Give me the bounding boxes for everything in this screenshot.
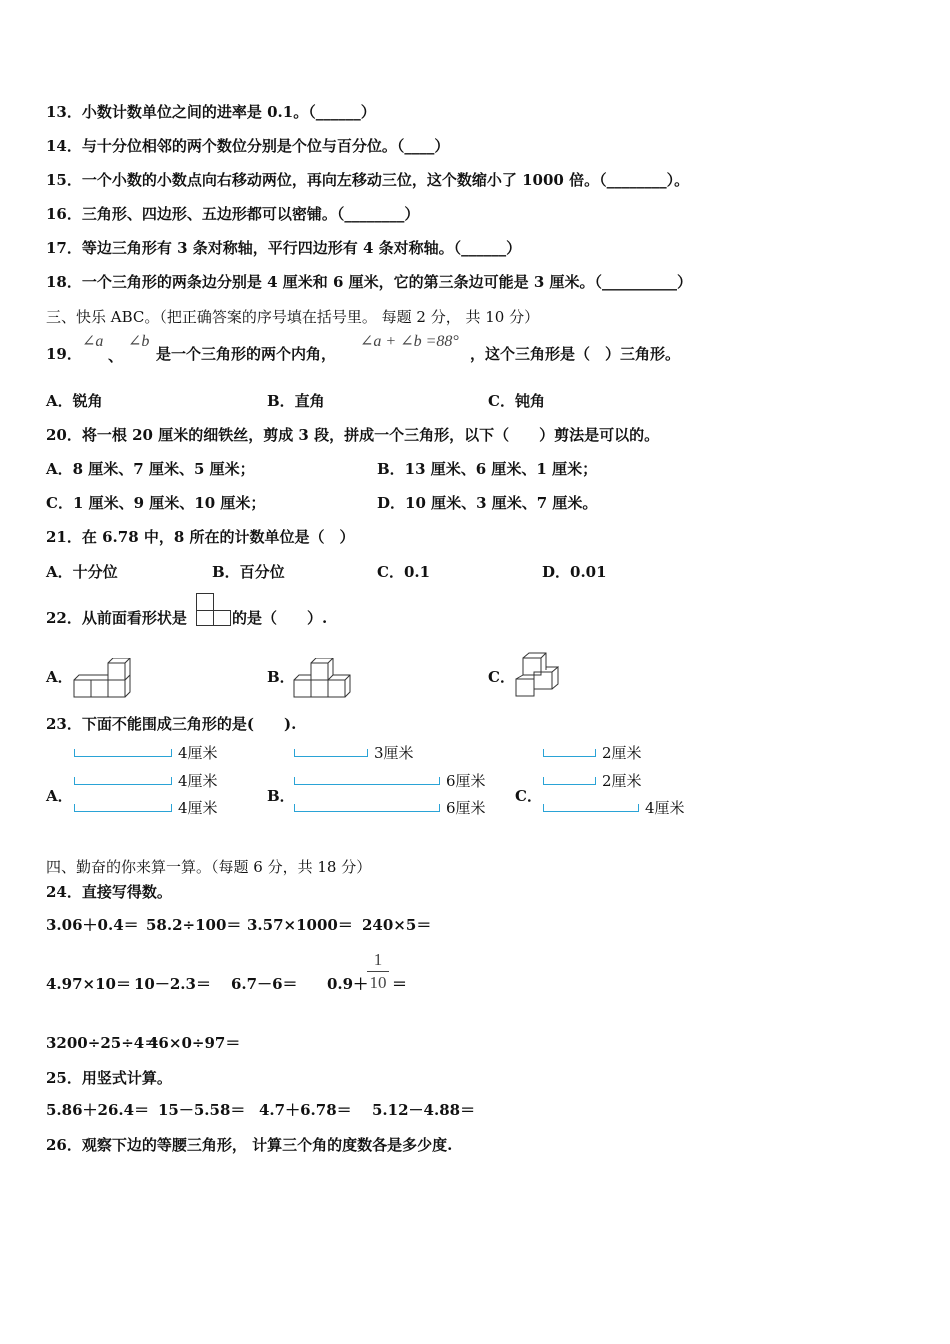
section-4-heading: 四、勤奋的你来算一算。（每题 6 分，共 18 分） xyxy=(46,858,372,876)
calc-7: 6.7－6＝ xyxy=(231,975,298,993)
question-23: 23．下面不能围成三角形的是( ). xyxy=(46,715,297,733)
segment-a2 xyxy=(74,777,172,785)
question-13: 13．小数计数单位之间的进率是 0.1。（______） xyxy=(46,103,376,121)
q19-option-b: B．直角 xyxy=(267,392,325,410)
q20-option-a: A．8 厘米、7 厘米、5 厘米； xyxy=(46,460,255,478)
q21-option-b: B．百分位 xyxy=(212,563,285,581)
question-15: 15．一个小数的小数点向右移动两位，再向左移动三位，这个数缩小了 1000 倍。（________）。 xyxy=(46,171,690,189)
fraction-one-tenth xyxy=(364,950,392,993)
segment-b1-label: 3厘米 xyxy=(374,744,414,762)
calc-5: 4.97×10＝ xyxy=(46,975,131,993)
segment-b3-label: 6厘米 xyxy=(446,799,486,817)
angle-sum-expression: ∠a + ∠b =88° xyxy=(360,333,459,350)
segment-c3 xyxy=(543,804,639,812)
question-17: 17．等边三角形有 3 条对称轴，平行四边形有 4 条对称轴。（______） xyxy=(46,239,522,257)
question-18: 18．一个三角形的两条边分别是 4 厘米和 6 厘米，它的第三条边可能是 3 厘米。（__________） xyxy=(46,273,693,291)
q21-option-d: D．0.01 xyxy=(542,563,607,581)
calc-9: 3200÷25÷4＝ xyxy=(46,1034,160,1052)
question-25: 25．用竖式计算。 xyxy=(46,1069,172,1087)
segment-b2 xyxy=(294,777,440,785)
q23-option-a: A． xyxy=(46,787,73,805)
q22-option-a: A． xyxy=(46,668,73,686)
segment-a3 xyxy=(74,804,172,812)
q22-option-c: C． xyxy=(488,668,515,686)
angle-b-symbol: ∠b xyxy=(128,333,150,350)
q19-option-a: A．锐角 xyxy=(46,392,103,410)
segment-b3 xyxy=(294,804,440,812)
question-24: 24．直接写得数。 xyxy=(46,883,172,901)
segment-a3-label: 4厘米 xyxy=(178,799,218,817)
question-21: 21．在 6.78 中，8 所在的计数单位是（ ） xyxy=(46,528,355,546)
calc-10: 46×0÷97＝ xyxy=(148,1034,241,1052)
vertical-calc-2: 15－5.58＝ xyxy=(158,1101,246,1119)
segment-c2 xyxy=(543,777,596,785)
fraction-numerator: 1 xyxy=(373,950,383,969)
q21-option-c: C．0.1 xyxy=(377,563,431,581)
segment-b2-label: 6厘米 xyxy=(446,772,486,790)
q21-option-a: A．十分位 xyxy=(46,563,118,581)
cube-stack-c-icon xyxy=(514,652,566,698)
question-22-suffix: 的是（ ）. xyxy=(232,609,328,627)
question-16: 16．三角形、四边形、五边形都可以密铺。（________） xyxy=(46,205,420,223)
calc-8-equals: ＝ xyxy=(392,975,408,993)
vertical-calc-3: 4.7＋6.78＝ xyxy=(259,1101,352,1119)
q20-option-c: C．1 厘米、9 厘米、10 厘米； xyxy=(46,494,266,512)
question-14: 14．与十分位相邻的两个数位分别是个位与百分位。（____） xyxy=(46,137,450,155)
q19-option-c: C．钝角 xyxy=(488,392,545,410)
segment-c2-label: 2厘米 xyxy=(602,772,642,790)
q23-option-b: B． xyxy=(267,787,295,805)
section-3-heading: 三、快乐 ABC。（把正确答案的序号填在括号里。 每题 2 分， 共 10 分） xyxy=(46,308,540,326)
q20-option-d: D．10 厘米、3 厘米、7 厘米。 xyxy=(377,494,598,512)
calc-1: 3.06＋0.4＝ xyxy=(46,916,139,934)
calc-4: 240×5＝ xyxy=(362,916,432,934)
segment-c1 xyxy=(543,749,596,757)
calc-6: 10－2.3＝ xyxy=(134,975,211,993)
fraction-bar xyxy=(367,971,389,972)
q22-option-b: B． xyxy=(267,668,295,686)
segment-a1-label: 4厘米 xyxy=(178,744,218,762)
front-view-shape-icon xyxy=(196,593,232,627)
question-20: 20．将一根 20 厘米的细铁丝，剪成 3 段，拼成一个三角形，以下（ ）剪法是可以的。 xyxy=(46,426,660,444)
segment-b1 xyxy=(294,749,368,757)
segment-c3-label: 4厘米 xyxy=(645,799,685,817)
segment-a2-label: 4厘米 xyxy=(178,772,218,790)
calc-3: 3.57×1000＝ xyxy=(247,916,353,934)
segment-c1-label: 2厘米 xyxy=(602,744,642,762)
vertical-calc-1: 5.86＋26.4＝ xyxy=(46,1101,150,1119)
q19-separator: 、 xyxy=(108,347,124,365)
vertical-calc-4: 5.12－4.88＝ xyxy=(372,1101,476,1119)
fraction-denominator: 10 xyxy=(369,973,387,992)
q23-option-c: C． xyxy=(515,787,542,805)
question-22-prefix: 22．从前面看形状是 xyxy=(46,609,187,627)
segment-a1 xyxy=(74,749,172,757)
question-26: 26．观察下边的等腰三角形， 计算三个角的度数各是多少度. xyxy=(46,1136,453,1154)
cube-stack-b-icon xyxy=(293,658,353,698)
calc-2: 58.2÷100＝ xyxy=(146,916,242,934)
q19-stem-middle: 是一个三角形的两个内角， xyxy=(156,345,337,363)
q19-stem-tail: ，这个三角形是（ ）三角形。 xyxy=(470,345,681,363)
q20-option-b: B．13 厘米、6 厘米、1 厘米； xyxy=(377,460,598,478)
angle-a-symbol: ∠a xyxy=(82,333,104,350)
calc-8: 0.9＋ xyxy=(327,975,369,993)
cube-stack-a-icon xyxy=(73,658,133,698)
question-19-number: 19． xyxy=(46,345,82,363)
